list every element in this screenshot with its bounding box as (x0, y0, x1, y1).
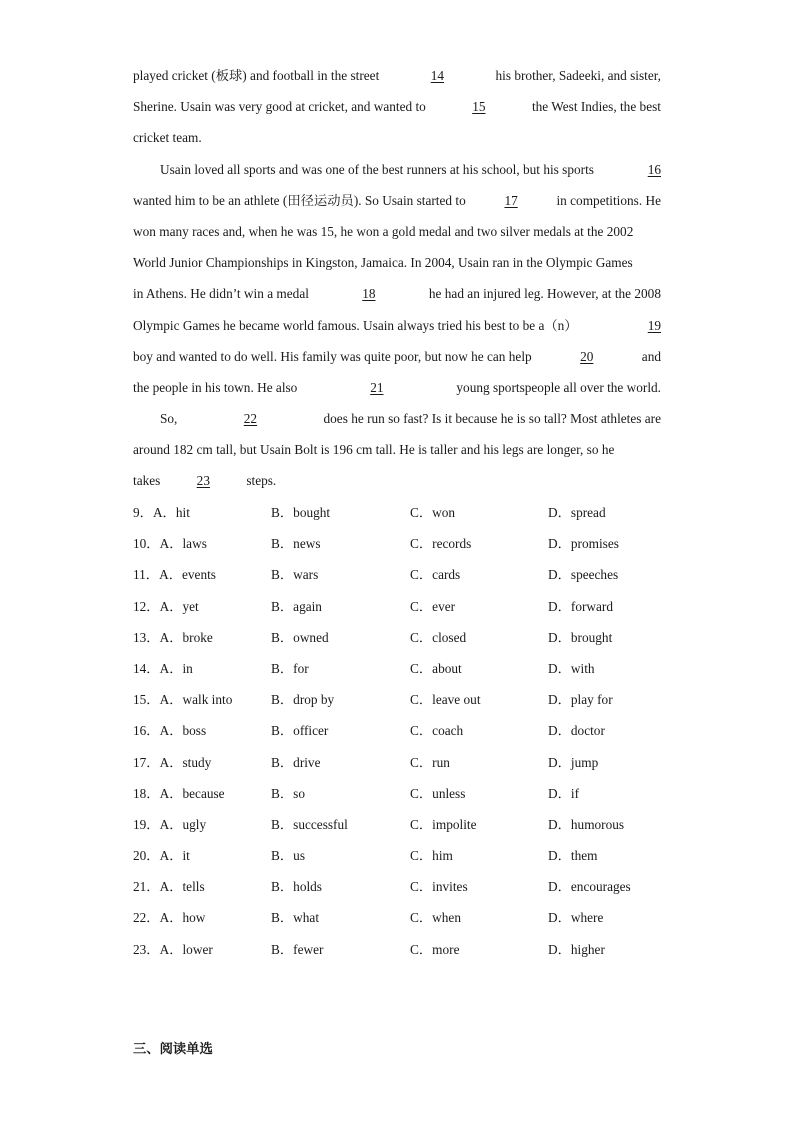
question-number: 18． (133, 785, 160, 801)
question-number: 19． (133, 816, 160, 832)
passage-line (133, 372, 661, 403)
option-c[interactable]: C．records (410, 536, 472, 552)
question-number: 11． (133, 567, 160, 583)
option-a[interactable] (133, 778, 225, 809)
passage-text: wanted him to be an athlete (田径运动员). So Usain started to (133, 192, 466, 208)
passage-line (133, 341, 661, 372)
question-row (133, 653, 693, 684)
passage-text: steps. (246, 473, 277, 489)
passage-text: takes (133, 473, 161, 489)
option-text: A．lower (159, 941, 213, 957)
option-text: A．yet (159, 598, 199, 614)
passage-text: World Junior Championships in Kingston, Jamaica. In 2004, Usain ran in the Olympic Games (133, 255, 633, 271)
blank-17: 17 (504, 192, 518, 208)
passage-line (133, 247, 661, 278)
option-text: A．walk into (159, 692, 233, 708)
question-row (133, 778, 693, 809)
option-c[interactable]: C．won (410, 505, 456, 520)
option-c[interactable]: C．invites (410, 879, 468, 895)
passage-text: So, (160, 411, 178, 427)
passage-text: Olympic Games he became world famous. Usain always tried his best to be a（n） (133, 317, 578, 333)
option-a[interactable] (133, 622, 213, 653)
passage-line (133, 216, 661, 247)
question-row (133, 747, 693, 778)
blank-22: 22 (243, 411, 258, 427)
option-b[interactable]: B．bought (271, 505, 331, 520)
option-a[interactable] (133, 715, 206, 746)
option-text: A．boss (159, 723, 207, 739)
option-d[interactable]: D．play for (548, 692, 613, 708)
option-c[interactable]: C．more (410, 941, 460, 957)
question-number: 17． (133, 754, 160, 770)
question-row (133, 684, 693, 715)
passage-text: he had an injured leg. However, at the 2008 (428, 286, 661, 302)
option-a[interactable] (133, 902, 205, 933)
question-number: 12． (133, 598, 160, 614)
option-text: A．in (159, 660, 193, 676)
option-d[interactable]: D．with (548, 660, 595, 676)
passage-line (133, 154, 661, 185)
question-number: 23． (133, 941, 160, 957)
question-number: 14． (133, 660, 160, 676)
blank-19: 19 (647, 317, 661, 333)
option-b[interactable]: B．what (271, 910, 320, 926)
option-a[interactable] (133, 653, 193, 684)
passage-text: won many races and, when he was 15, he won a gold medal and two silver medals at the 2002 (133, 223, 634, 239)
question-row (133, 497, 693, 528)
question-row (133, 622, 693, 653)
option-a[interactable] (133, 747, 211, 778)
option-c[interactable]: C．about (410, 660, 462, 676)
option-c[interactable]: C．run (410, 754, 450, 770)
option-d[interactable]: D．if (548, 785, 580, 801)
answer-options (133, 497, 693, 965)
question-number: 20． (133, 848, 160, 864)
passage-text: Sherine. Usain was very good at cricket, and wanted to (133, 99, 426, 115)
option-a[interactable] (133, 809, 206, 840)
option-d[interactable]: D．them (548, 848, 598, 864)
option-b[interactable]: B．news (271, 536, 321, 552)
option-c[interactable]: C．coach (410, 723, 464, 739)
option-b[interactable]: B．fewer (271, 941, 324, 957)
option-b[interactable]: B．for (271, 660, 309, 676)
passage-text: boy and wanted to do well. His family was quite poor, but now he can help (133, 348, 532, 364)
option-a[interactable] (133, 497, 190, 528)
passage-text: the people in his town. He also (133, 379, 298, 395)
option-c[interactable]: C．him (410, 848, 453, 864)
option-a[interactable] (133, 840, 190, 871)
option-text: A．ugly (159, 816, 207, 832)
option-c[interactable]: C．leave out (410, 692, 481, 708)
question-number: 16． (133, 723, 160, 739)
question-number: 13． (133, 629, 160, 645)
option-a[interactable] (133, 934, 213, 965)
option-text: A．events (159, 567, 216, 583)
option-c[interactable]: C．closed (410, 629, 467, 645)
option-a[interactable] (133, 871, 205, 902)
option-d[interactable]: D．spread (548, 505, 606, 520)
blank-20: 20 (580, 348, 594, 364)
passage-line (133, 310, 661, 341)
option-b[interactable]: B．again (271, 598, 322, 614)
passage-line (133, 403, 661, 434)
question-number: 22． (133, 910, 160, 926)
option-b[interactable]: B．successful (271, 816, 348, 832)
option-d[interactable]: D．forward (548, 598, 613, 614)
passage-text: Usain loved all sports and was one of the best runners at his school, but his sports (160, 161, 594, 177)
passage-text: the West Indies, the best (531, 99, 661, 115)
option-a[interactable] (133, 684, 232, 715)
question-number: 9． (133, 505, 153, 520)
option-c[interactable]: C．impolite (410, 816, 477, 832)
question-number: 21． (133, 879, 160, 895)
option-d[interactable]: D．encourages (548, 879, 631, 895)
option-b[interactable]: B．drop by (271, 692, 335, 708)
option-d[interactable]: D．brought (548, 629, 613, 645)
question-number: 15． (133, 692, 160, 708)
passage-text: in Athens. He didn’t win a medal (133, 286, 309, 302)
option-text: A．study (159, 754, 212, 770)
option-text: A．because (159, 785, 225, 801)
option-c[interactable]: C．when (410, 910, 461, 926)
passage-text: around 182 cm tall, but Usain Bolt is 196 cm tall. He is taller and his legs are longer, so he (133, 442, 615, 458)
option-b[interactable]: B．so (271, 785, 305, 801)
cloze-passage (133, 60, 661, 497)
option-c[interactable]: C．ever (410, 598, 456, 614)
question-row (133, 591, 693, 622)
option-text: A．it (159, 848, 190, 864)
option-b[interactable]: B．wars (271, 567, 319, 583)
passage-line (133, 465, 661, 496)
question-row (133, 715, 693, 746)
blank-21: 21 (370, 379, 384, 395)
passage-text: cricket team. (133, 130, 202, 146)
question-row (133, 840, 693, 871)
blank-15: 15 (472, 99, 486, 115)
option-c[interactable]: C．cards (410, 567, 461, 583)
option-d[interactable]: D．higher (548, 941, 605, 957)
passage-text: in competitions. He (556, 192, 661, 208)
option-d[interactable]: D．jump (548, 754, 599, 770)
option-d[interactable]: D．doctor (548, 723, 605, 739)
passage-text: young sportspeople all over the world. (456, 379, 661, 395)
passage-text: his brother, Sadeeki, and sister, (495, 68, 661, 83)
passage-text: does he run so fast? Is it because he is so tall? Most athletes are (323, 411, 661, 427)
section-title: 三、阅读单选 (133, 1042, 213, 1057)
option-text: A．how (159, 910, 206, 926)
option-text: A．tells (159, 879, 205, 895)
passage-line (133, 60, 661, 91)
option-d[interactable]: D．humorous (548, 816, 625, 832)
blank-14: 14 (430, 68, 445, 83)
option-a[interactable] (133, 559, 216, 590)
option-a[interactable] (133, 591, 199, 622)
option-d[interactable]: D．promises (548, 536, 619, 552)
option-b[interactable]: B．owned (271, 629, 329, 645)
passage-line (133, 185, 661, 216)
question-number: 10． (133, 536, 160, 552)
question-row (133, 809, 693, 840)
passage-line (133, 278, 661, 309)
option-d[interactable]: D．where (548, 910, 604, 926)
option-b[interactable]: B．us (271, 848, 305, 864)
question-row (133, 559, 693, 590)
passage-line (133, 434, 661, 465)
passage-text: and (641, 348, 661, 364)
option-text: A．broke (159, 629, 213, 645)
passage-line (133, 122, 661, 153)
option-b[interactable]: B．holds (271, 879, 322, 895)
option-d[interactable]: D．speeches (548, 567, 619, 583)
option-b[interactable]: B．officer (271, 723, 329, 739)
question-row (133, 902, 693, 933)
option-c[interactable]: C．unless (410, 785, 466, 801)
option-a[interactable] (133, 528, 207, 559)
question-row (133, 934, 693, 965)
blank-16: 16 (647, 161, 661, 177)
question-row (133, 871, 693, 902)
passage-text: played cricket (板球) and football in the street (133, 68, 380, 83)
option-text: A．hit (152, 505, 190, 520)
option-text: A．laws (159, 536, 207, 552)
question-row (133, 528, 693, 559)
blank-18: 18 (362, 286, 376, 302)
option-b[interactable]: B．drive (271, 754, 321, 770)
passage-line (133, 91, 661, 122)
blank-23: 23 (196, 473, 210, 489)
